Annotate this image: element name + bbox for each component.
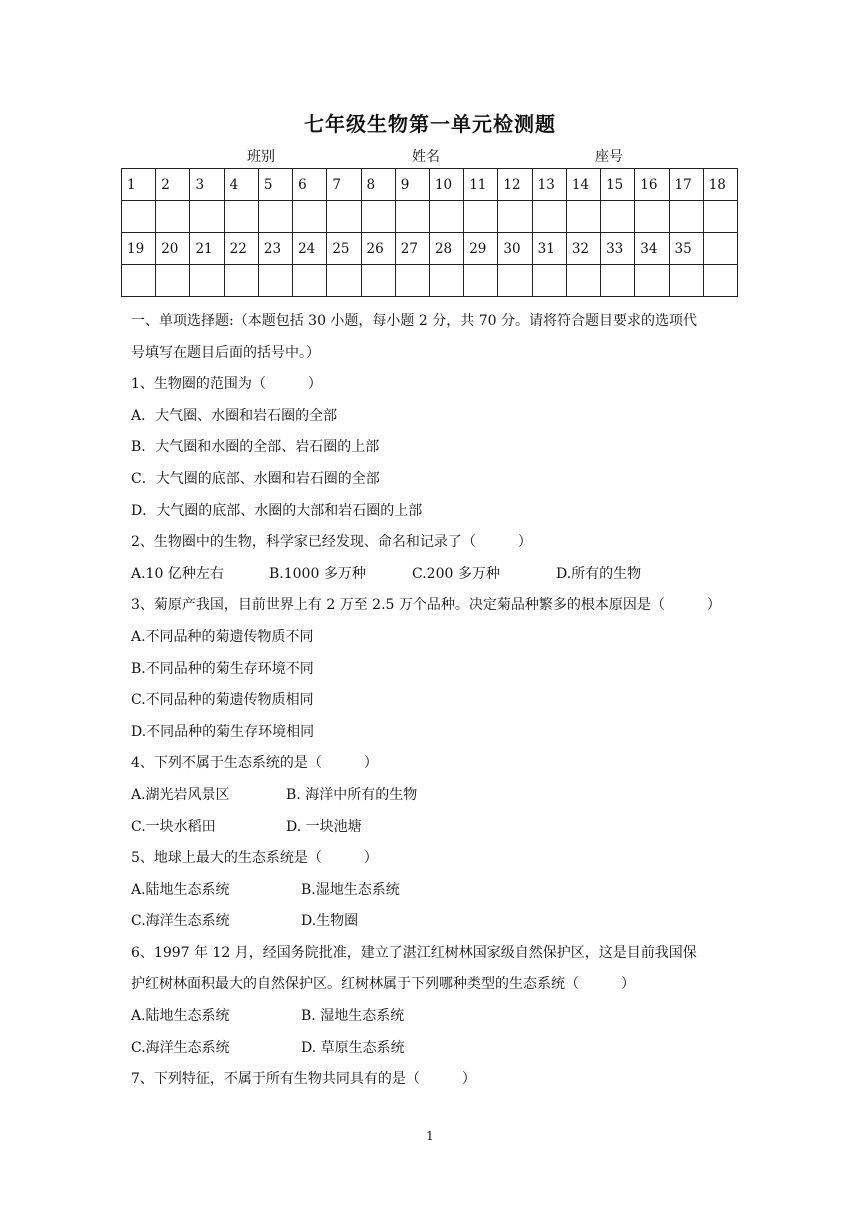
answer-number-row: [122, 169, 738, 201]
question-number: 3: [190, 169, 224, 201]
question-2-options: [131, 559, 737, 591]
option-d: D．大气圈的底部、水圈的大部和岩石圈的上部: [131, 502, 423, 519]
answer-cell[interactable]: [429, 201, 463, 233]
question-7-stem: 7、下列特征，不属于所有生物共同具有的是（ ）: [131, 1071, 476, 1088]
answer-cell[interactable]: [156, 265, 190, 297]
question-6-stem: 6、1997 年 12 月，经国务院批准，建立了湛江红树林国家级自然保护区，这是目前我国保: [131, 944, 697, 961]
answer-cell[interactable]: [532, 265, 566, 297]
question-number: 21: [190, 233, 224, 265]
option-a: A．大气圈、水圈和岩石圈的全部: [131, 407, 338, 424]
question-number: 5: [258, 169, 292, 201]
question-number: 23: [258, 233, 292, 265]
option-a: A.陆地生态系统: [131, 1008, 230, 1025]
question-number: 34: [635, 233, 669, 265]
question-number: 7: [327, 169, 361, 201]
answer-cell[interactable]: [498, 201, 532, 233]
option-a: A.10 亿种左右: [131, 565, 224, 582]
seat-label: 座号: [595, 149, 623, 165]
answer-input-row: [122, 201, 738, 233]
option-c: C.海洋生态系统: [131, 913, 230, 930]
student-info-line: [0, 146, 860, 166]
question-2-stem: 2、生物圈中的生物，科学家已经发现、命名和记录了（ ）: [131, 534, 532, 551]
question-number: 10: [429, 169, 463, 201]
answer-cell[interactable]: [601, 201, 635, 233]
answer-cell[interactable]: [395, 201, 429, 233]
question-number: 33: [601, 233, 635, 265]
answer-cell[interactable]: [293, 201, 327, 233]
question-number: 30: [498, 233, 532, 265]
answer-cell[interactable]: [669, 201, 703, 233]
option-c: C.一块水稻田: [131, 818, 216, 835]
option-d: D.生物圈: [301, 913, 359, 930]
answer-cell[interactable]: [566, 265, 600, 297]
page-number: 1: [426, 1129, 434, 1143]
question-number: 12: [498, 169, 532, 201]
answer-cell[interactable]: [190, 265, 224, 297]
option-d: D. 一块池塘: [286, 818, 362, 835]
question-number: 11: [464, 169, 498, 201]
question-number: 9: [395, 169, 429, 201]
section-instructions: 一、单项选择题:（本题包括 30 小题，每小题 2 分，共 70 分。请将符合题目要求的选项代: [131, 313, 697, 329]
question-number: 35: [669, 233, 703, 265]
answer-cell[interactable]: [498, 265, 532, 297]
question-number: 22: [224, 233, 258, 265]
name-label: 姓名: [412, 149, 440, 165]
question-number: 20: [156, 233, 190, 265]
question-number: 18: [703, 169, 737, 201]
answer-cell[interactable]: [361, 265, 395, 297]
question-4-options-ab: [131, 780, 737, 812]
page-title: 七年级生物第一单元检测题: [304, 112, 556, 136]
question-number: 24: [293, 233, 327, 265]
answer-cell[interactable]: [669, 265, 703, 297]
option-c: C.海洋生态系统: [131, 1039, 230, 1056]
option-b: B.1000 多万种: [269, 565, 366, 582]
question-number: 2: [156, 169, 190, 201]
answer-cell[interactable]: [395, 265, 429, 297]
answer-cell[interactable]: [703, 265, 737, 297]
option-c: C.200 多万种: [412, 565, 500, 582]
answer-cell[interactable]: [327, 265, 361, 297]
option-a: A.陆地生态系统: [131, 881, 230, 898]
answer-cell[interactable]: [122, 201, 156, 233]
question-5-stem: 5、地球上最大的生态系统是（ ）: [131, 850, 378, 867]
question-number: 17: [669, 169, 703, 201]
answer-cell[interactable]: [429, 265, 463, 297]
question-number: 28: [429, 233, 463, 265]
question-number: 6: [293, 169, 327, 201]
class-label: 班别: [247, 149, 275, 165]
question-number: 15: [601, 169, 635, 201]
option-b: B. 海洋中所有的生物: [286, 786, 418, 803]
answer-cell[interactable]: [464, 201, 498, 233]
answer-cell[interactable]: [361, 201, 395, 233]
question-list: [131, 306, 737, 1096]
answer-cell[interactable]: [156, 201, 190, 233]
answer-cell[interactable]: [532, 201, 566, 233]
question-number: 14: [566, 169, 600, 201]
option-b: B. 湿地生态系统: [301, 1008, 405, 1025]
answer-cell[interactable]: [601, 265, 635, 297]
option-d: D.所有的生物: [556, 565, 642, 582]
question-number: 16: [635, 169, 669, 201]
option-c: C．大气圈的底部、水圈和岩石圈的全部: [131, 470, 380, 487]
question-number: 4: [224, 169, 258, 201]
option-b: B.不同品种的菊生存环境不同: [131, 660, 314, 677]
question-number: 27: [395, 233, 429, 265]
answer-cell[interactable]: [635, 201, 669, 233]
option-d: D.不同品种的菊生存环境相同: [131, 723, 315, 740]
question-number: 19: [122, 233, 156, 265]
question-number: 1: [122, 169, 156, 201]
answer-cell[interactable]: [566, 201, 600, 233]
question-number: 25: [327, 233, 361, 265]
question-6-options-cd: [131, 1033, 737, 1065]
question-number: 32: [566, 233, 600, 265]
question-3-stem: 3、菊原产我国，目前世界上有 2 万至 2.5 万个品种。决定菊品种繁多的根本原因是（ ）: [131, 597, 721, 614]
answer-cell[interactable]: [293, 265, 327, 297]
answer-cell[interactable]: [703, 201, 737, 233]
question-6-options-ab: [131, 1001, 737, 1033]
question-5-options-ab: [131, 875, 737, 907]
question-5-options-cd: [131, 906, 737, 938]
option-b: B．大气圈和水圈的全部、岩石圈的上部: [131, 439, 380, 456]
question-number: [703, 233, 737, 265]
answer-cell[interactable]: [258, 201, 292, 233]
question-number: 26: [361, 233, 395, 265]
answer-cell[interactable]: [224, 265, 258, 297]
answer-cell[interactable]: [258, 265, 292, 297]
answer-cell[interactable]: [224, 201, 258, 233]
question-number: 31: [532, 233, 566, 265]
option-a: A.不同品种的菊遗传物质不同: [131, 628, 314, 645]
answer-number-row: [122, 233, 738, 265]
question-4-stem: 4、下列不属于生态系统的是（ ）: [131, 755, 378, 772]
question-number: 8: [361, 169, 395, 201]
question-6-stem-cont: 护红树林面积最大的自然保护区。红树林属于下列哪种类型的生态系统（ ）: [131, 976, 635, 993]
option-d: D. 草原生态系统: [301, 1039, 405, 1056]
answer-cell[interactable]: [464, 265, 498, 297]
question-number: 13: [532, 169, 566, 201]
option-a: A.湖光岩风景区: [131, 786, 230, 803]
option-c: C.不同品种的菊遗传物质相同: [131, 692, 314, 709]
question-number: 29: [464, 233, 498, 265]
option-b: B.湿地生态系统: [301, 881, 400, 898]
answer-cell[interactable]: [635, 265, 669, 297]
section-instructions-cont: 号填写在题目后面的括号中。）: [131, 344, 320, 361]
answer-cell[interactable]: [327, 201, 361, 233]
answer-table: [121, 168, 738, 297]
question-4-options-cd: [131, 812, 737, 844]
answer-input-row: [122, 265, 738, 297]
question-1-stem: 1、生物圈的范围为（ ）: [131, 376, 322, 393]
answer-cell[interactable]: [122, 265, 156, 297]
answer-cell[interactable]: [190, 201, 224, 233]
